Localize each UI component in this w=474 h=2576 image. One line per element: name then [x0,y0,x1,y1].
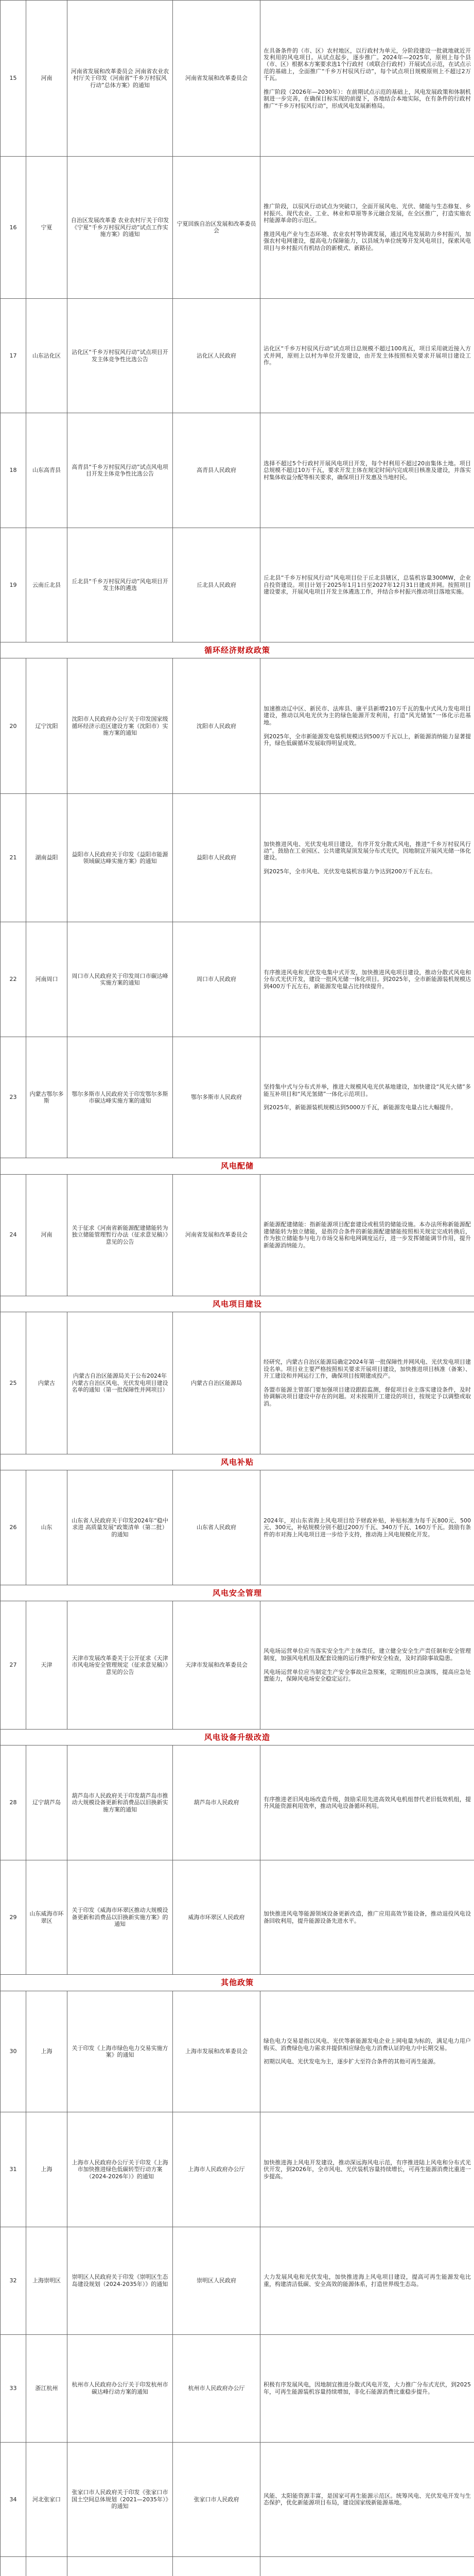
row-region-cell [26,1174,67,1296]
row-policy-title: 葫芦岛市人民政府关于印发葫芦岛市推动大规模设备更新和消费品以旧换新实施方案的通知 [72,1792,168,1813]
row-region-cell [26,1,67,157]
row-region: 河南 [41,75,52,82]
row-region: 云南丘北县 [32,581,61,588]
table-row [1,2227,474,2334]
row-number-cell [1,2334,26,2442]
row-region: 浙江杭州 [35,2385,58,2392]
section-title: 风电补贴 [1,1454,474,1470]
row-number: 28 [9,1799,17,1806]
row-number-cell [1,794,26,922]
row-content: 绿色电力交易是指以风电、光伏等新能源发电企业上网电量为标的，满足电力用户购买、消费绿色电力需求并提供相应绿色电力消费认证的电力中长期交易。 初期以风电、光伏发电为主，逐步扩大至符合条件的其他可再生能源。 [264,2038,471,2065]
row-content: 丘北县“千乡万村驭风行动”风电项目位于丘北县辖区，总装机容量300MW，企业自投资建设。项目计划于2025年1月1日至2027年12月31日建成并网。按照项目建设要求，开展风电项目开发主体遴选工作，并结合乡村振兴推动项目落地实施。 [264,574,471,596]
row-issuer-cell [173,413,260,528]
row-content: 加速推动辽中区、新民市、法库县、康平县新增210万千瓦的集中式风力发电项目建设，推动以风电光伏为主的绿色能源开发利用，打造“风光储氢”一体化示范基地。 到2025年，全市新能源发电装机规模达到500万千瓦以上，新能源消纳能力显著提升，绿色低碳循环发展取得明显成效。 [264,705,471,747]
row-content: 加快推进风电等能源领域设备更新改造，推广应用高效节能设备，推动退役风电设备回收利用，提升能源设备先进水平。 [264,1910,471,1924]
row-issuer: 沈阳市人民政府 [197,722,236,730]
section-title: 循环经济财政政策 [1,642,474,658]
row-content-cell [260,2557,474,2576]
row-content-cell [260,156,474,298]
table-row [1,1991,474,2112]
row-number: 16 [9,224,17,231]
row-region: 河北张家口 [32,2496,61,2503]
row-region-cell [26,1601,67,1729]
row-policy-title-cell [67,2557,173,2576]
row-number: 33 [9,2385,17,2392]
row-policy-title: 自治区发展改革委 农业农村厅关于印发《宁夏“千乡万村驭风行动”试点工作实施方案》的通知 [71,217,169,238]
row-region: 河南 [41,1231,52,1239]
row-number-cell [1,528,26,642]
row-number: 21 [9,854,17,861]
row-region: 上海崇明区 [32,2277,61,2284]
row-content: 加快推进海上风电开发建设，推动深远海风电示范，有序推进陆上风电和分布式光伏开发，到2026年，全市风电、光伏装机容量持续增长，可再生能源消费比重进一步提高。 [264,2159,471,2180]
table-row [1,2334,474,2442]
row-content-cell [260,1174,474,1296]
row-region-cell [26,156,67,298]
row-policy-title-cell [67,1991,173,2112]
table-row [1,658,474,794]
row-issuer: 葫芦岛市人民政府 [194,1799,239,1806]
row-content: 推广阶段，以驭风行动试点为突破口，全面开展风电、光伏、储能与生态修复、乡村振兴、现代农业、工业、林业和草原等多元融合发展，在全区推广，打造实施农村能源革命的示范区。 推进风电产业与生态环境、农业农村等协调发展，通过风电发展助力乡村振兴，加强农村电网建设，提高电力保障能力，以县域为单位统筹开发风电项目，探索风电项目与乡村振兴有机结合的新模式、新路径。 [264,203,471,251]
row-content-cell [260,794,474,922]
row-policy-title: 周口市人民政府关于印发周口市碳达峰实施方案的通知 [72,972,168,986]
row-issuer-cell [173,2334,260,2442]
row-number: 25 [9,1379,17,1386]
row-number: 34 [9,2496,17,2503]
row-policy-title-cell [67,1860,173,1974]
row-issuer: 崇明区人民政府 [197,2277,236,2284]
section-title: 风电安全管理 [1,1585,474,1601]
row-issuer: 高青县人民政府 [197,467,236,474]
table-row [1,298,474,413]
row-content: 坚持集中式与分布式并举，推进大规模风电光伏基地建设，加快建设“风光火储”多能互补项目和“风光氢储”一体化示范项目。 到2025年，新能源装机规模达到5000万千瓦，新能源发电量占比大幅提升。 [264,1083,471,1111]
row-number: 22 [9,976,17,983]
row-policy-title: 鄂尔多斯市人民政府关于印发鄂尔多斯市碳达峰实施方案的通知 [72,1090,168,1105]
row-number-cell [1,2557,26,2576]
row-policy-title-cell [67,1,173,157]
row-content-cell [260,922,474,1037]
row-number: 17 [9,352,17,359]
table-row [1,528,474,642]
row-number: 26 [9,1524,17,1531]
row-policy-title: 张家口市人民政府关于印发《张家口市国土空间总体规划（2021—2035年）》的通知 [72,2489,168,2510]
row-number: 24 [9,1231,17,1239]
row-policy-title-cell [67,413,173,528]
row-number-cell [1,1601,26,1729]
table-row [1,1312,474,1454]
row-policy-title-cell [67,2227,173,2334]
row-issuer-cell [173,658,260,794]
row-issuer-cell [173,2557,260,2576]
section-header-row [1,1158,474,1174]
row-issuer: 天津市发展和改革委员会 [185,1662,248,1669]
row-policy-title-cell [67,1174,173,1296]
row-issuer-cell [173,528,260,642]
row-issuer: 宁夏回族自治区发展和改革委员会 [177,220,256,234]
table-row [1,794,474,922]
table-row [1,1037,474,1158]
row-issuer-cell [173,1470,260,1585]
row-content: 沾化区“千乡万村驭风行动”试点项目总规模不超过100兆瓦，项目采用就近接入方式并网，原则上以村为单位开发建设，由开发主体按照相关要求开展项目建设工作。 [264,345,471,366]
row-policy-title-cell [67,528,173,642]
row-region: 山东高青县 [32,467,61,474]
row-content-cell [260,1991,474,2112]
row-issuer-cell [173,1037,260,1158]
row-region-cell [26,413,67,528]
row-region-cell [26,2442,67,2556]
row-policy-title: 上海市人民政府办公厅关于印发《上海市加快推进绿色低碳转型行动方案（2024-2026年）》的通知 [72,2159,168,2180]
row-number-cell [1,1174,26,1296]
row-issuer: 周口市人民政府 [197,976,236,983]
row-region-cell [26,1991,67,2112]
row-content: 风能、太阳能资源丰富，是国家可再生能源示范区。统筹风电、光伏发电开发与生态保护，优化新能源项目布局，建设国家级新能源基地。 [264,2493,471,2506]
row-issuer-cell [173,1991,260,2112]
row-issuer: 张家口市人民政府 [194,2496,239,2503]
row-region-cell [26,658,67,794]
row-region: 山东 [41,1524,52,1531]
row-issuer-cell [173,922,260,1037]
row-number-cell [1,2227,26,2334]
section-header-row [1,1585,474,1601]
section-title: 风电配储 [1,1158,474,1174]
row-content: 经研究，内蒙古自治区能源局确定2024年第一批保障性并网风电、光伏发电项目建设名单。项目业主要严格按照相关要求开展项目建设，加快推进项目核准（备案）、开工建设和并网运行工作，确保项目按期建成投产。 各盟市能源主管部门要加强项目建设跟踪监测，督促项目业主落实建设条件，及时协调解决项目建设中存在的问题。对未按期开工建设的项目，按规定予以调整或取消。 [264,1359,471,1407]
row-content: 有序推进老旧风电场改造升级，鼓励采用先进高效风电机组替代老旧低效机组，提升风能资源利用效率，推动风电设备循环利用。 [264,1795,471,1810]
row-issuer: 杭州市人民政府办公厅 [188,2385,245,2392]
row-number-cell [1,1312,26,1454]
row-number-cell [1,2442,26,2556]
table-row [1,1745,474,1860]
row-region-cell [26,922,67,1037]
row-policy-title: 天津市发展改革委关于公开征求《天津市风电场安全管理规定（征求意见稿）》意见的公告 [72,1654,168,1675]
section-header-row [1,1296,474,1312]
row-content-cell [260,413,474,528]
row-region-cell [26,1037,67,1158]
table-row [1,1860,474,1974]
row-number: 18 [9,467,17,474]
row-content-cell [260,1037,474,1158]
table-row [1,922,474,1037]
row-region-cell [26,794,67,922]
row-region: 湖南益阳 [35,854,58,861]
row-region: 内蒙古鄂尔多斯 [29,1090,64,1105]
row-policy-title: 内蒙古自治区能源局关于公布2024年内蒙古自治区风电、光伏发电项目建设名单的通知（第一批保障性并网项目） [72,1372,168,1394]
row-content-cell [260,658,474,794]
row-policy-title: 崇明区人民政府关于印发《崇明区生态岛建设规划（2024-2035年）》的通知 [72,2274,168,2287]
row-content-cell [260,2227,474,2334]
row-policy-title: 丘北县“千乡万村驭风行动”风电项目开发主体的遴选 [72,578,168,592]
row-content-cell [260,1470,474,1585]
row-content: 加快推进风电、光伏发电项目建设，有序开发分散式风电，推进“千乡万村驭风行动”。鼓励在工业园区、公共建筑屋顶发展分布式光伏，因地制宜开展风光储一体化建设。 到2025年，全市风电、光伏发电装机容量力争达到200万千瓦左右。 [264,840,471,875]
row-region-cell [26,1745,67,1860]
table-row [1,1174,474,1296]
row-issuer-cell [173,2112,260,2227]
row-content: 选择不超过5个行政村开展风电项目开发，每个村利用不超过20亩集体土地。项目总规模不超过10万千瓦，要求开发主体在规定时间内完成项目核准及建设，并落实村集体收益分配等相关要求，确保项目开发惠及当地村民。 [264,460,471,481]
row-number-cell [1,1,26,157]
row-content-cell [260,2112,474,2227]
row-region: 内蒙古 [38,1379,55,1386]
table-row [1,2442,474,2556]
policy-table-body [1,1,474,2576]
table-row [1,1470,474,1585]
row-issuer: 山东省人民政府 [197,1524,236,1531]
table-row [1,1601,474,1729]
row-policy-title-cell [67,1601,173,1729]
row-issuer: 河南省发展和改革委员会 [185,1231,248,1239]
section-title: 风电项目建设 [1,1296,474,1312]
row-region-cell [26,1312,67,1454]
row-policy-title-cell [67,1470,173,1585]
table-row [1,413,474,528]
row-content-cell [260,1601,474,1729]
row-policy-title-cell [67,1312,173,1454]
row-number: 19 [9,581,17,588]
section-title: 其他政策 [1,1975,474,1991]
row-number-cell [1,1860,26,1974]
table-row [1,1,474,157]
row-issuer: 河南省发展和改革委员会 [185,75,248,82]
row-policy-title: 山东省人民政府关于印发2024年“稳中求进 高质量发展”政策清单（第二批）的通知 [72,1517,168,1538]
row-policy-title: 关于印发《威海市环翠区推动大规模设备更新和消费品以旧换新实施方案》的通知 [72,1907,168,1928]
row-content: 积极有序发展风电，因地制宜推进分散式风电开发，大力推广分布式光伏，到2025年，可再生能源装机容量持续增加，非化石能源消费比重稳步提升。 [264,2381,471,2395]
row-issuer-cell [173,298,260,413]
row-number-cell [1,156,26,298]
row-region-cell [26,2112,67,2227]
row-issuer-cell [173,1,260,157]
row-issuer: 上海市人民政府办公厅 [188,2166,245,2173]
row-issuer: 上海市发展和改革委员会 [185,2048,248,2055]
row-region-cell [26,2557,67,2576]
table-row [1,2112,474,2227]
row-issuer-cell [173,2442,260,2556]
row-number-cell [1,922,26,1037]
row-policy-title-cell [67,794,173,922]
row-content: 大力发展风电和光伏发电，加快推进海上风电项目建设，提高可再生能源发电比重，构建清洁低碳、安全高效的能源体系，打造世界级生态岛。 [264,2274,471,2287]
row-number-cell [1,2112,26,2227]
row-policy-title: 益阳市人民政府关于印发《益阳市能源领域碳达峰实施方案》的通知 [72,851,168,865]
row-content: 新能源配建储能：指新能源项目配套建设或租赁的储能设施。本办法所称新能源配建储能转为独立储能，是指符合条件的新能源配建储能按照相关规定完成转换后，作为独立储能参与电力市场交易和电网调度运行，进一步发挥储能调节作用，提升新能源消纳能力。 [264,1221,471,1249]
row-issuer-cell [173,794,260,922]
row-issuer: 益阳市人民政府 [197,854,236,861]
row-region: 山东沾化区 [32,352,61,359]
row-content: 在具备条件的（市、区）农村地区，以行政村为单元，分阶段建设一批就地就近开发利用的风电项目。从试点起步，逐步推广。2024年—2025年，原则上每个县（市、区）根据本方案要求选1个行政村（或联合行政村）开展试点示范，在试点示范的基础上，全面推广“千乡万村驭风行动”，每个试点项目规模原则上不超过2万千瓦。 推广阶段（2026年—2030年）：在前期试点示范的基础上，风电发展政策和体制机制进一步完善，在确保目标实现的前提下，各地结合本地实际，在有条件的行政村推广“千乡万村驭风行动”，形成风电发展新格局。 [264,47,471,109]
row-issuer: 鄂尔多斯市人民政府 [191,1094,242,1101]
row-region-cell [26,528,67,642]
row-number-cell [1,298,26,413]
row-region: 天津 [41,1662,52,1669]
row-content-cell [260,1745,474,1860]
row-issuer: 沾化区人民政府 [197,352,236,359]
row-policy-title-cell [67,2334,173,2442]
row-content-cell [260,528,474,642]
row-number: 20 [9,722,17,730]
row-content: 有序推进风电和光伏发电集中式开发，加快推进风电项目建设，推动分散式风电和分布式光伏开发，建设一批风光储一体化项目。到2025年，全市新能源装机规模达到400万千瓦左右，新能源发电量占比持续提升。 [264,969,471,990]
row-content: 风电场运营单位应当落实安全生产主体责任，建立健全安全生产责任制和安全管理制度，加强风电机组及配套设施的运行维护和安全检查，及时消除事故隐患。 风电场运营单位应当制定生产安全事故应急预案，定期组织应急演练，提高应急处置能力，保障风电场安全稳定运行。 [264,1648,471,1683]
row-number-cell [1,1991,26,2112]
row-issuer-cell [173,1312,260,1454]
row-region-cell [26,1860,67,1974]
row-issuer: 内蒙古自治区能源局 [191,1379,242,1386]
row-region-cell [26,2227,67,2334]
row-issuer-cell [173,156,260,298]
row-policy-title-cell [67,298,173,413]
row-policy-title: 河南省发展和改革委员会 河南省农业农村厅关于印发《河南省“千乡万村驭风行动”总体方案》的通知 [71,67,169,89]
row-region: 上海 [41,2166,52,2173]
row-issuer-cell [173,1745,260,1860]
row-policy-title-cell [67,1745,173,1860]
row-content-cell [260,2334,474,2442]
row-issuer-cell [173,1601,260,1729]
row-number-cell [1,413,26,528]
row-number: 31 [9,2166,17,2173]
row-content-cell [260,1312,474,1454]
row-region: 辽宁沈阳 [35,722,58,730]
row-policy-title: 沈阳市人民政府办公厅关于印发国家级循环经济示范区建设方案（沈阳市）实施方案的通知 [72,716,168,736]
row-number-cell [1,1037,26,1158]
row-number: 32 [9,2277,17,2284]
row-number-cell [1,658,26,794]
row-issuer-cell [173,1174,260,1296]
row-issuer-cell [173,1860,260,1974]
row-region: 河南周口 [35,976,58,983]
row-issuer-cell [173,2227,260,2334]
row-policy-title-cell [67,922,173,1037]
row-number: 30 [9,2048,17,2055]
row-region: 宁夏 [41,224,52,231]
section-header-row [1,1975,474,1991]
row-region-cell [26,2334,67,2442]
row-region: 上海 [41,2048,52,2055]
row-policy-title: 关于印发《上海市绿色电力交易实施方案》的通知 [72,2044,168,2058]
section-header-row [1,642,474,658]
row-policy-title-cell [67,2112,173,2227]
table-row [1,2557,474,2576]
row-content-cell [260,1,474,157]
row-policy-title-cell [67,1037,173,1158]
row-policy-title-cell [67,156,173,298]
row-policy-title: 杭州市人民政府办公厅关于印发杭州市碳达峰行动方案的通知 [72,2381,168,2395]
row-number: 27 [9,1662,17,1669]
row-policy-title-cell [67,2442,173,2556]
row-region: 山东威海市环翠区 [29,1910,64,1924]
table-row [1,156,474,298]
row-number: 23 [9,1094,17,1101]
row-policy-title-cell [67,658,173,794]
row-content-cell [260,1860,474,1974]
row-number-cell [1,1745,26,1860]
row-content-cell [260,2442,474,2556]
row-number: 15 [9,75,17,82]
row-region-cell [26,298,67,413]
row-policy-title: 高青县“千乡万村驭风行动”试点风电项目开发主体竞争性比选公告 [72,463,168,477]
row-number-cell [1,1470,26,1585]
row-region-cell [26,1470,67,1585]
row-issuer: 丘北县人民政府 [197,581,236,588]
row-number: 29 [9,1913,17,1921]
section-header-row [1,1454,474,1470]
row-content: 2024年，对山东省海上风电项目给予财政补贴，补贴标准为每千瓦800元、500元、300元，补贴规模分别不超过200万千瓦、340万千瓦、160万千瓦。鼓励有条件的市对海上风电项目进一步给予支持，推动海上风电规模化开发。 [264,1517,471,1538]
row-content-cell [260,298,474,413]
section-header-row [1,1730,474,1745]
row-region: 辽宁葫芦岛 [32,1799,61,1806]
row-issuer: 威海市环翠区人民政府 [188,1913,245,1921]
row-policy-title: 沾化区“千乡万村驭风行动”试点项目开发主体竞争性比选公告 [72,349,168,363]
row-policy-title: 关于征求《河南省新能源配建储能转为独立储能管理暂行办法（征求意见稿）》意见的公告 [72,1225,168,1245]
section-title: 风电设备升级改造 [1,1730,474,1745]
